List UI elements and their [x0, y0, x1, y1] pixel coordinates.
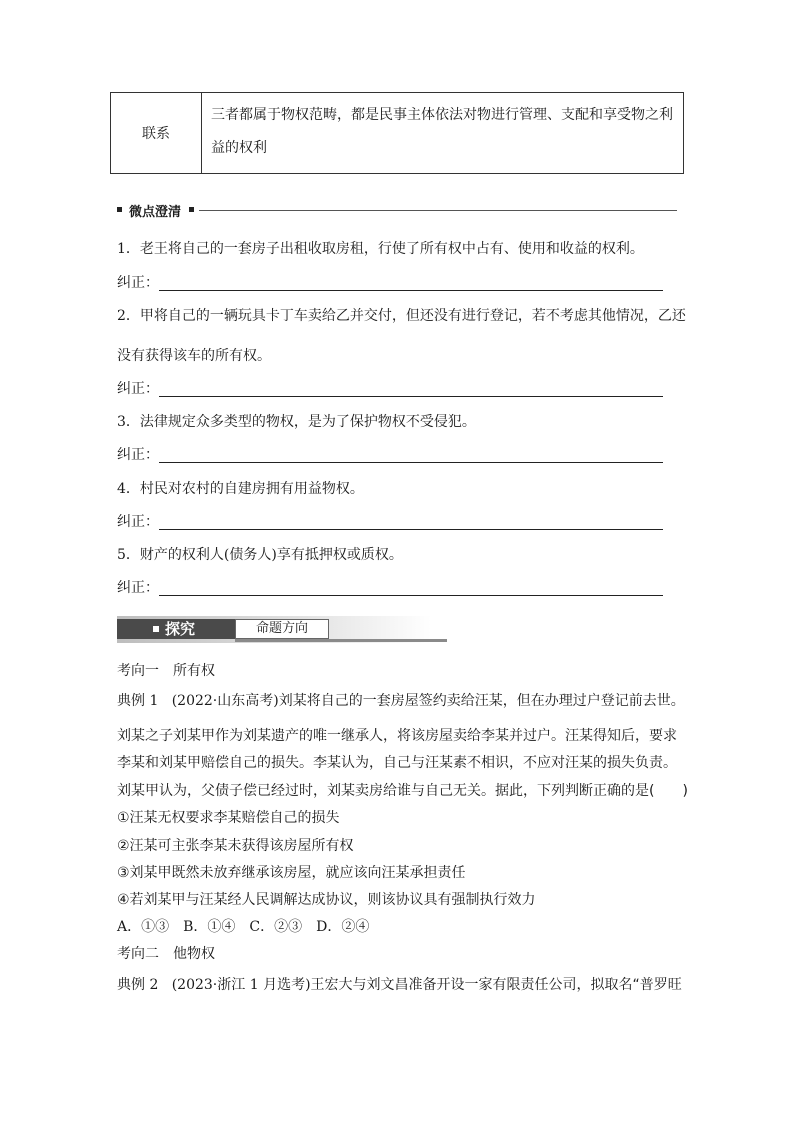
answer-choices: A．①③ B．①④ C．②③ D．②④: [117, 919, 370, 935]
correction-field-4[interactable]: [117, 511, 663, 531]
banner-shadow: [235, 639, 447, 642]
table-content-line: 三者都属于物权范畴，都是民事主体依法对物进行管理、支配和享受物之利: [211, 107, 673, 123]
banner-title: 探究: [165, 620, 196, 638]
statement-2: 2．甲将自己的一辆玩具卡丁车卖给乙并交付，但还没有进行登记，若不考虑其他情况，乙还: [117, 308, 686, 324]
correction-field-3[interactable]: [117, 444, 663, 464]
example-label: 典例 1: [117, 693, 159, 709]
example-source: (2022·山东高考): [171, 693, 279, 709]
statement-4: 4．村民对农村的自建房拥有用益物权。: [117, 481, 364, 497]
example-text: 王宏大与刘文昌准备开设一家有限责任公司，拟取名“普罗旺: [310, 977, 682, 993]
bullet-square-icon: [117, 207, 122, 212]
correction-field-5[interactable]: [117, 577, 663, 597]
answer-line[interactable]: [159, 595, 663, 596]
example-1-line-1: [117, 690, 685, 710]
correction-field-1[interactable]: [117, 272, 663, 292]
comparison-table: [110, 92, 684, 174]
section-divider: [199, 210, 677, 211]
bullet-square-icon: [189, 207, 194, 212]
statement-1: 1．老王将自己的一套房子出租收取房租，行使了所有权中占有、使用和收益的权利。: [117, 241, 644, 257]
table-row-header: 联系: [111, 93, 202, 173]
answer-line[interactable]: [159, 290, 663, 291]
option-3: ③刘某甲既然未放弃继承该房屋，就应该向汪某承担责任: [117, 865, 466, 881]
answer-line[interactable]: [159, 396, 663, 397]
direction-heading-2: 考向二 他物权: [117, 946, 215, 962]
example-1-line-4: 刘某甲认为，父债子偿已经过时，刘某卖房给谁与自己无关。据此，下列判断正确的是( ): [117, 783, 688, 799]
table-row-content: [202, 93, 683, 173]
section-title: 微点澄清: [129, 205, 182, 220]
statement-5: 5．财产的权利人(债务人)享有抵押权或质权。: [117, 547, 403, 563]
explore-banner: [117, 616, 431, 643]
correction-label: 纠正：: [117, 381, 159, 397]
correction-label: 纠正：: [117, 275, 159, 291]
table-content-line: 益的权利: [211, 140, 267, 156]
banner-title-block: [117, 619, 235, 639]
example-text: 刘某将自己的一套房屋签约卖给汪某，但在办理过户登记前去世。: [278, 693, 685, 709]
banner-tab: 命题方向: [235, 619, 329, 639]
section-heading: [117, 200, 677, 220]
option-4: ④若刘某甲与汪某经人民调解达成协议，则该协议具有强制执行效力: [117, 892, 536, 908]
bullet-square-icon: [153, 626, 159, 632]
example-1-line-3: 李某和刘某甲赔偿自己的损失。李某认为，自己与汪某素不相识，不应对汪某的损失负责。: [117, 755, 677, 771]
correction-field-2[interactable]: [117, 378, 663, 398]
example-2-line-1: [117, 974, 682, 994]
statement-2-cont: 没有获得该车的所有权。: [117, 348, 271, 364]
option-2: ②汪某可主张李某未获得该房屋所有权: [117, 838, 354, 854]
correction-label: 纠正：: [117, 447, 159, 463]
example-source: (2023·浙江 1 月选考): [171, 977, 311, 993]
direction-heading-1: 考向一 所有权: [117, 663, 215, 679]
example-label: 典例 2: [117, 977, 159, 993]
example-1-line-2: 刘某之子刘某甲作为刘某遗产的唯一继承人，将该房屋卖给李某并过户。汪某得知后，要求: [117, 728, 677, 744]
answer-line[interactable]: [159, 462, 663, 463]
answer-line[interactable]: [159, 529, 663, 530]
correction-label: 纠正：: [117, 514, 159, 530]
statement-3: 3．法律规定众多类型的物权，是为了保护物权不受侵犯。: [117, 414, 476, 430]
option-1: ①汪某无权要求李某赔偿自己的损失: [117, 810, 340, 826]
correction-label: 纠正：: [117, 580, 159, 596]
